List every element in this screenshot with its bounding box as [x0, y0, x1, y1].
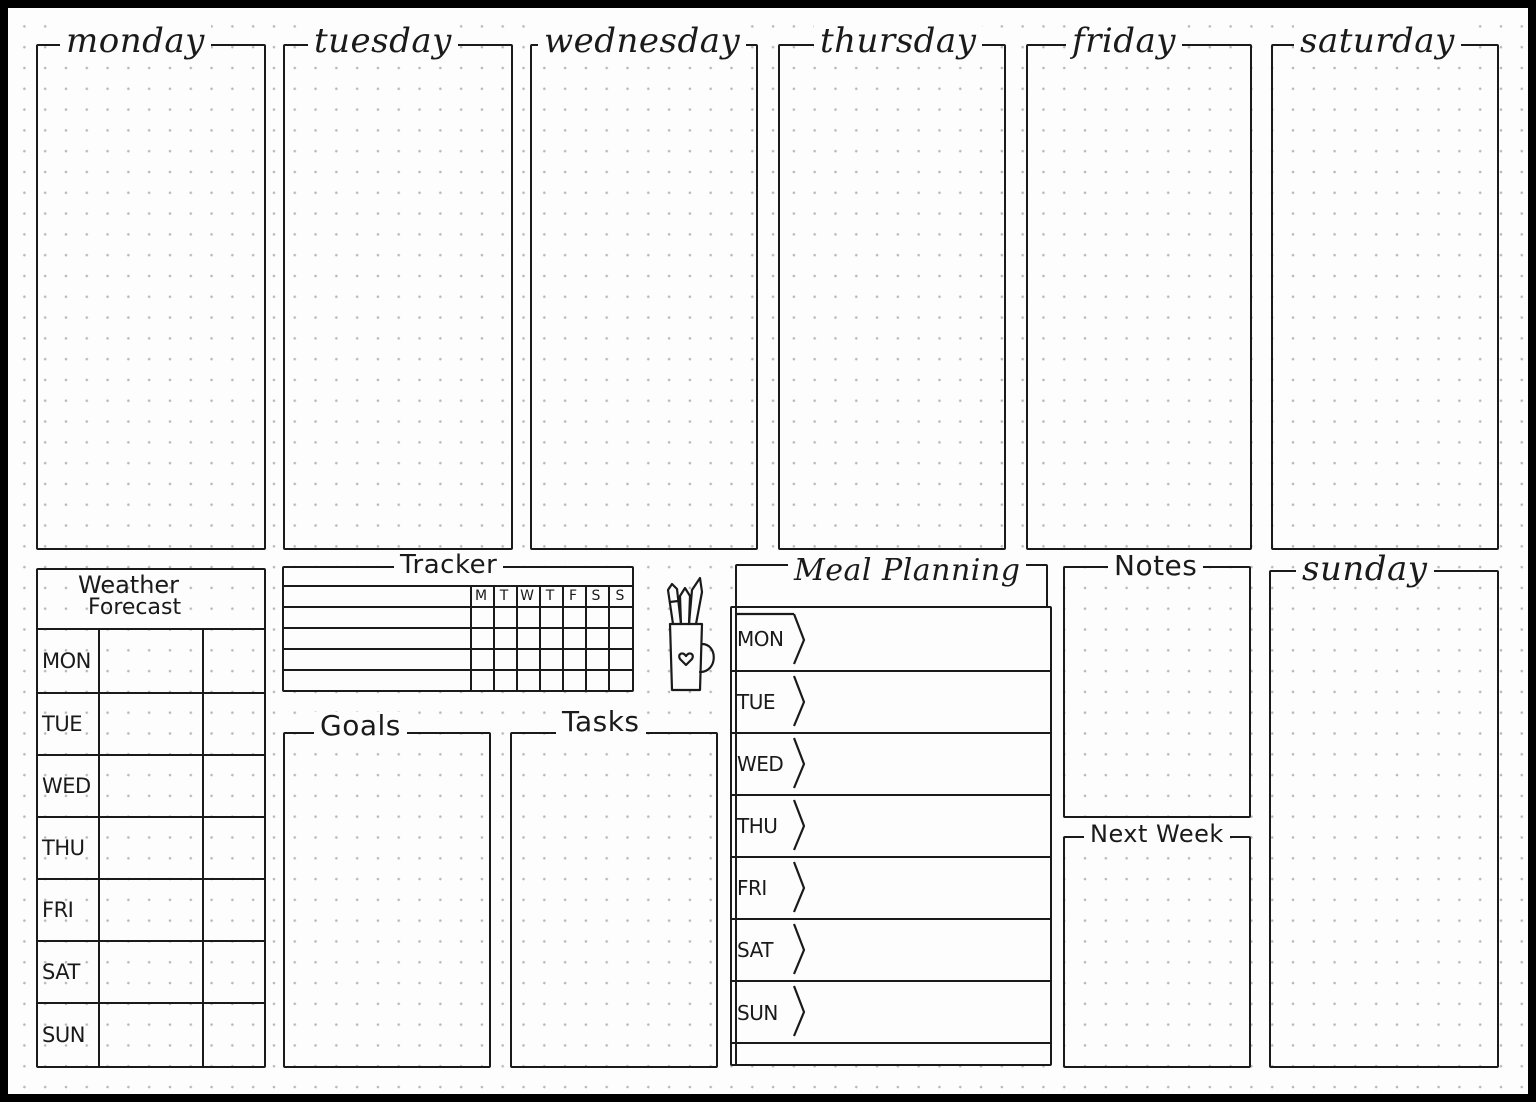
- tracker-row-divider: [282, 669, 634, 671]
- tuesday-box[interactable]: [283, 44, 513, 550]
- meal-row-label: THU: [737, 814, 778, 838]
- meal-row-label: TUE: [737, 690, 775, 714]
- meal-row-label: MON: [737, 627, 784, 651]
- notes-box[interactable]: [1063, 566, 1251, 818]
- friday-title: friday: [1066, 24, 1182, 58]
- notes-title: Notes: [1108, 552, 1203, 580]
- sunday-box[interactable]: [1269, 570, 1499, 1068]
- friday-box[interactable]: [1026, 44, 1252, 550]
- weather-row-divider: [36, 816, 266, 818]
- weather-row-divider: [36, 1002, 266, 1004]
- sunday-title: sunday: [1296, 552, 1434, 586]
- tracker-day-letter: M: [474, 588, 488, 604]
- weather-row-label: MON: [42, 649, 91, 673]
- tracker-day-letter: T: [545, 588, 555, 604]
- tracker-row-divider: [282, 585, 634, 587]
- tracker-day-letter: S: [615, 588, 625, 604]
- tracker-col-divider: [608, 585, 610, 692]
- monday-box[interactable]: [36, 44, 266, 550]
- thursday-box[interactable]: [778, 44, 1006, 550]
- weather-row-label: SUN: [42, 1023, 85, 1047]
- wednesday-box[interactable]: [530, 44, 758, 550]
- tracker-day-letter: W: [520, 588, 534, 604]
- thursday-title: thursday: [814, 24, 982, 58]
- meal-row-label: WED: [737, 752, 784, 776]
- tracker-row-divider: [282, 648, 634, 650]
- weather-row-label: WED: [42, 774, 91, 798]
- weather-header-divider: [36, 628, 266, 630]
- weather-row-divider: [36, 754, 266, 756]
- weather-forecast-box: [36, 568, 266, 1068]
- weather-row-divider: [36, 940, 266, 942]
- tracker-day-letter: T: [499, 588, 509, 604]
- tracker-row-divider: [282, 627, 634, 629]
- meal-row-label: SAT: [737, 938, 773, 962]
- meal-planning-title: Meal Planning: [788, 556, 1026, 586]
- saturday-title: saturday: [1294, 24, 1461, 58]
- tasks-title: Tasks: [556, 708, 646, 736]
- weather-row-label: THU: [42, 836, 85, 860]
- weather-row-label: SAT: [42, 960, 80, 984]
- weather-row-label: TUE: [42, 712, 82, 736]
- weather-title-line1: Weather: [78, 571, 180, 599]
- meal-row-label: SUN: [737, 1001, 778, 1025]
- next-week-title: Next Week: [1084, 822, 1230, 846]
- goals-box[interactable]: [283, 732, 491, 1068]
- tracker-day-letter: F: [568, 588, 578, 604]
- tracker-day-letter: S: [591, 588, 601, 604]
- weather-title-line2: Forecast: [88, 595, 182, 620]
- pencil-cup-icon: [656, 572, 728, 696]
- next-week-box[interactable]: [1063, 836, 1251, 1068]
- tuesday-title: tuesday: [308, 24, 458, 58]
- tracker-title: Tracker: [394, 552, 503, 578]
- weather-row-label: FRI: [42, 898, 74, 922]
- wednesday-title: wednesday: [538, 24, 746, 58]
- weather-row-divider: [36, 692, 266, 694]
- tracker-row-divider: [282, 606, 634, 608]
- goals-title: Goals: [314, 712, 407, 740]
- saturday-box[interactable]: [1271, 44, 1499, 550]
- monday-title: monday: [60, 24, 211, 58]
- weather-row-divider: [36, 878, 266, 880]
- meal-row-label: FRI: [737, 876, 767, 900]
- weekly-spread-page: [8, 8, 1528, 1094]
- tasks-box[interactable]: [510, 732, 718, 1068]
